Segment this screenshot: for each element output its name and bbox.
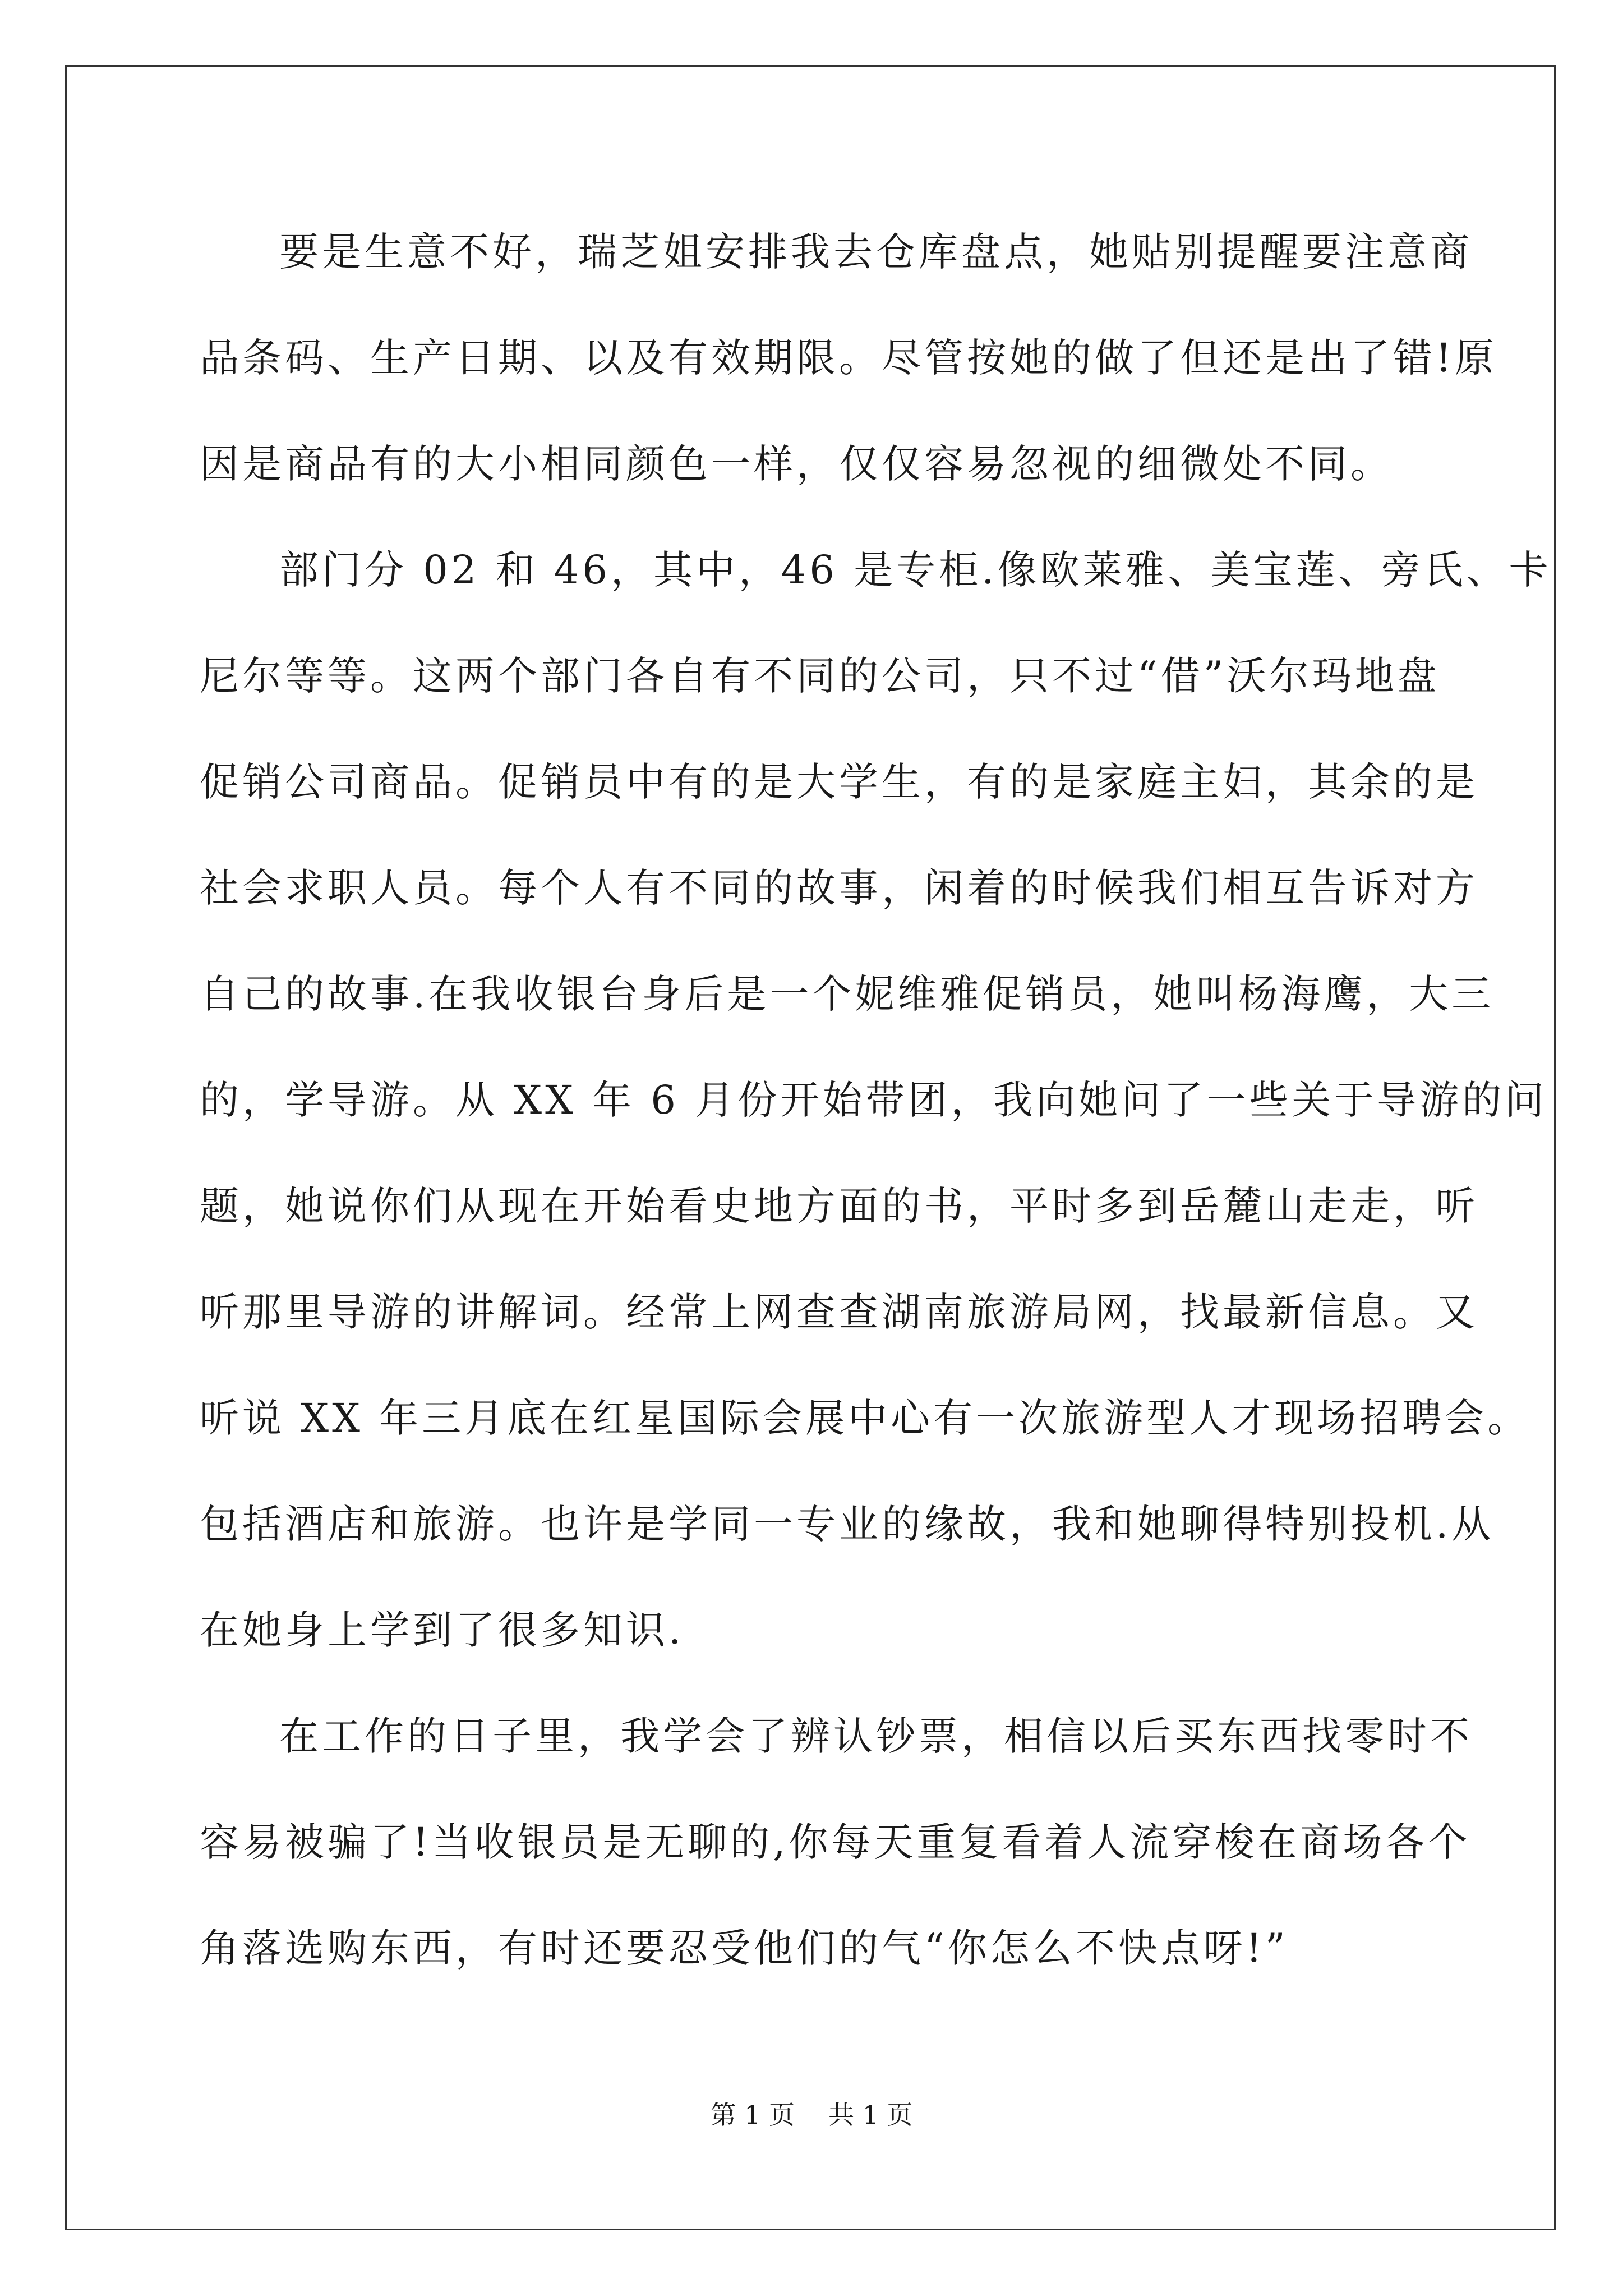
document-body bbox=[200, 199, 1552, 2001]
text-line: 在她身上学到了很多知识. bbox=[200, 1607, 685, 1653]
page-footer bbox=[0, 2098, 1623, 2132]
text-line: 尼尔等等。这两个部门各自有不同的公司，只不过“借”沃尔玛地盘 bbox=[200, 653, 1440, 699]
text-line: 促销公司商品。促销员中有的是大学生，有的是家庭主妇，其余的是 bbox=[200, 759, 1478, 805]
text-line: 因是商品有的大小相同颜色一样，仅仅容易忽视的细微处不同。 bbox=[200, 441, 1393, 487]
text-line: 在工作的日子里，我学会了辨认钞票，相信以后买东西找零时不 bbox=[279, 1713, 1473, 1759]
paragraph-1 bbox=[200, 199, 1498, 517]
paragraph-2 bbox=[200, 517, 1552, 1683]
text-line: 的，学导游。从 XX 年 6 月份开始带团，我向她问了一些关于导游的问 bbox=[200, 1077, 1548, 1123]
text-line: 听说 XX 年三月底在红星国际会展中心有一次旅游型人才现场招聘会。 bbox=[200, 1395, 1530, 1441]
page-number-total: 共 1 页 bbox=[828, 2100, 913, 2130]
page-number-current: 第 1 页 bbox=[710, 2100, 795, 2130]
text-line: 听那里导游的讲解词。经常上网查查湖南旅游局网，找最新信息。又 bbox=[200, 1289, 1478, 1335]
text-line: 要是生意不好，瑞芝姐安排我去仓库盘点，她贴别提醒要注意商 bbox=[279, 229, 1473, 275]
paragraph-3 bbox=[200, 1683, 1473, 2001]
text-line: 社会求职人员。每个人有不同的故事，闲着的时候我们相互告诉对方 bbox=[200, 865, 1478, 911]
text-line: 题，她说你们从现在开始看史地方面的书，平时多到岳麓山走走，听 bbox=[200, 1183, 1478, 1229]
text-line: 部门分 02 和 46，其中，46 是专柜.像欧莱雅、美宝莲、旁氏、卡 bbox=[279, 547, 1552, 593]
text-line: 容易被骗了!当收银员是无聊的,你每天重复看着人流穿梭在商场各个 bbox=[200, 1819, 1471, 1865]
text-line: 自己的故事.在我收银台身后是一个妮维雅促销员，她叫杨海鹰，大三 bbox=[200, 971, 1495, 1017]
text-line: 品条码、生产日期、以及有效期限。尽管按她的做了但还是出了错!原 bbox=[200, 335, 1498, 381]
text-line: 包括酒店和旅游。也许是学同一专业的缘故，我和她聊得特别投机.从 bbox=[200, 1501, 1495, 1547]
text-line: 角落选购东西，有时还要忍受他们的气“你怎么不快点呀!” bbox=[200, 1925, 1289, 1971]
